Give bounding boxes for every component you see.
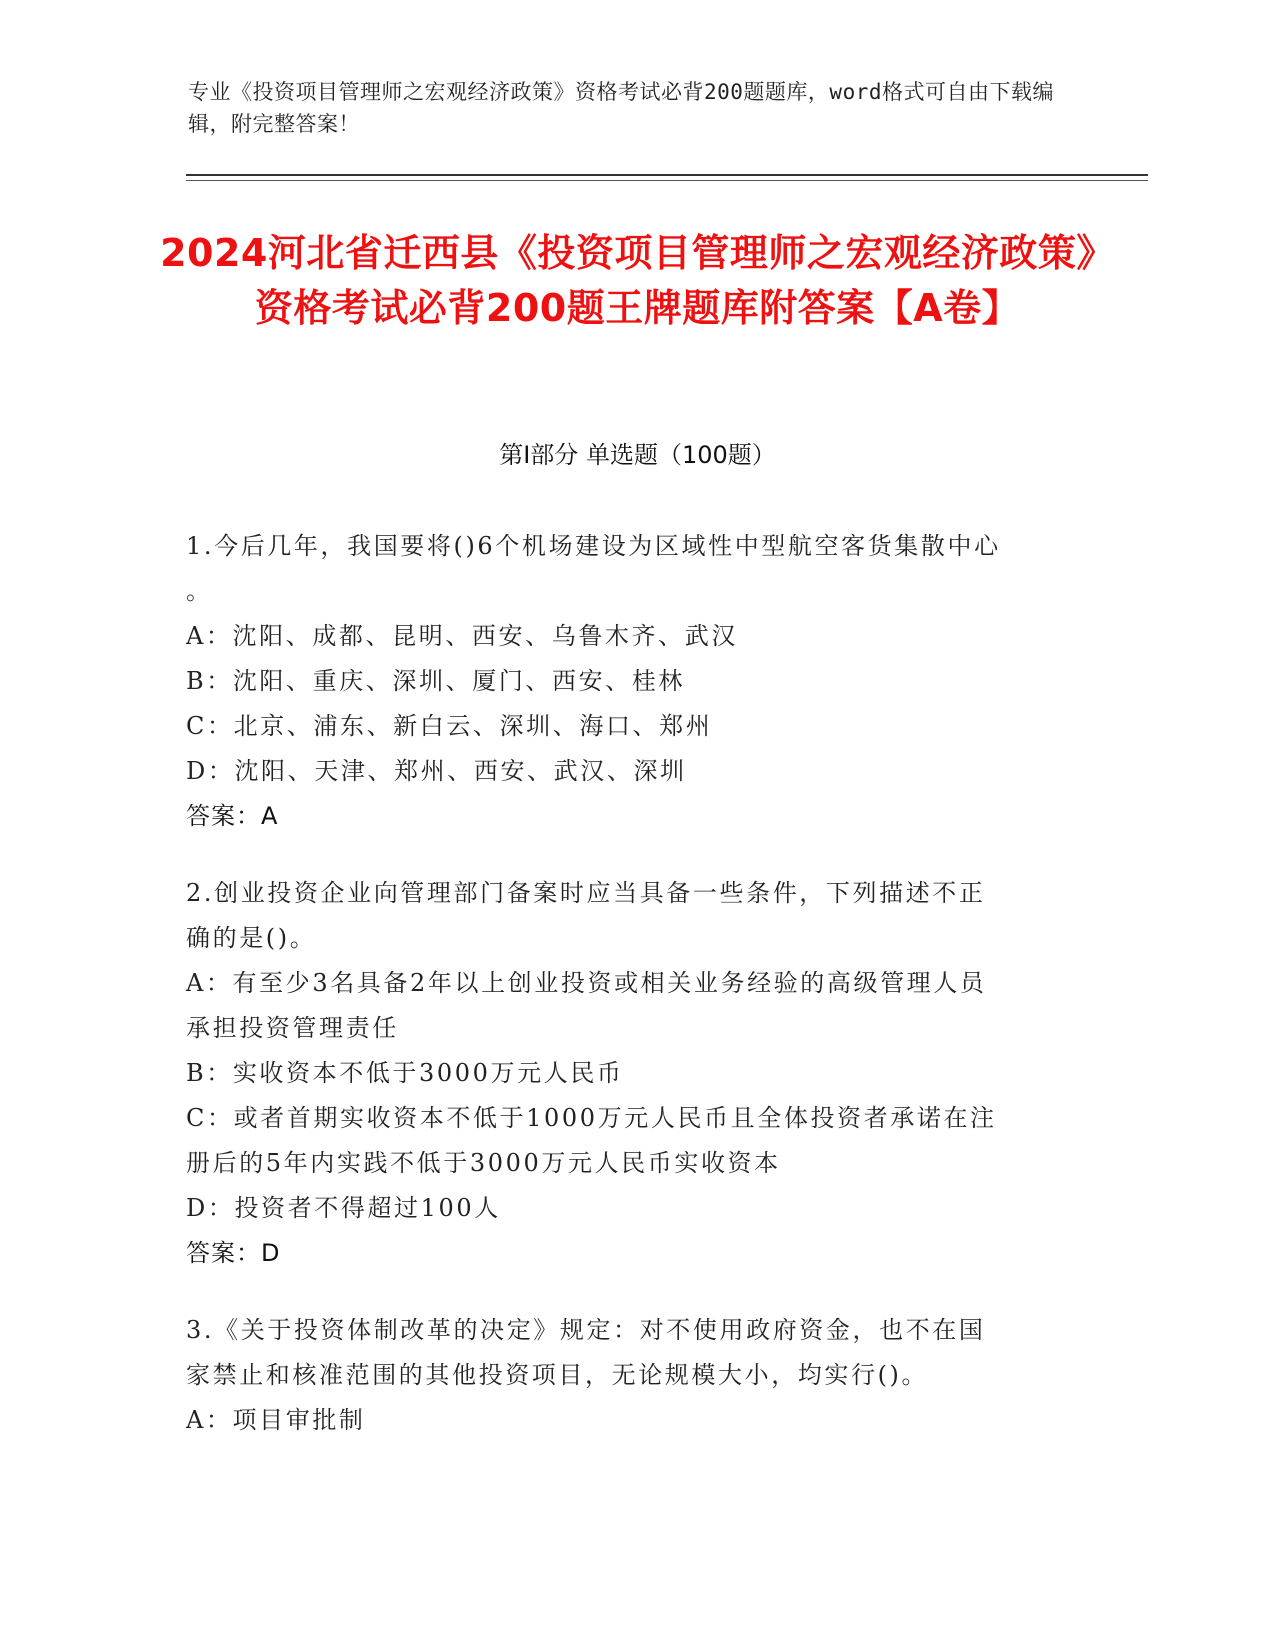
option-a-continued: 承担投资管理责任: [186, 1014, 399, 1042]
option-b: B：实收资本不低于3000万元人民币: [186, 1059, 624, 1087]
option-c: C：北京、浦东、新白云、深圳、海口、郑州: [186, 712, 713, 740]
option-d: D：沈阳、天津、郑州、西安、武汉、深圳: [186, 757, 687, 785]
answer-line: 答案：A: [186, 802, 279, 830]
header-divider-thin: [186, 180, 1148, 181]
header-divider-thick: [186, 174, 1148, 176]
document-title: 2024河北省迁西县《投资项目管理师之宏观经济政策》资格考试必背200题王牌题库附答案【A卷】: [160, 231, 1115, 330]
question-stem-line: 家禁止和核准范围的其他投资项目，无论规模大小，均实行()。: [186, 1361, 929, 1389]
option-d: D：投资者不得超过100人: [186, 1194, 501, 1222]
question-stem-line: 1.今后几年，我国要将()6个机场建设为区域性中型航空客货集散中心: [186, 532, 1001, 560]
section-heading: 第I部分 单选题（100题）: [499, 441, 776, 469]
question-stem-line: 确的是()。: [186, 924, 317, 952]
question-stem-line: 。: [186, 577, 213, 605]
question-3: [186, 1308, 1081, 1443]
option-c-continued: 册后的5年内实践不低于3000万元人民币实收资本: [186, 1149, 781, 1177]
question-2: [186, 871, 1081, 1276]
option-a: A：沈阳、成都、昆明、西安、乌鲁木齐、武汉: [186, 622, 738, 650]
header-note: 专业《投资项目管理师之宏观经济政策》资格考试必背200题题库，word格式可自由下载编辑，附完整答案！: [188, 80, 1054, 136]
option-b: B：沈阳、重庆、深圳、厦门、西安、桂林: [186, 667, 686, 695]
option-a: A：有至少3名具备2年以上创业投资或相关业务经验的高级管理人员: [186, 969, 987, 997]
question-stem-line: 3.《关于投资体制改革的决定》规定：对不使用政府资金，也不在国: [186, 1316, 986, 1344]
question-list: [186, 524, 1081, 1475]
question-stem-line: 2.创业投资企业向管理部门备案时应当具备一些条件，下列描述不正: [186, 879, 986, 907]
option-c: C：或者首期实收资本不低于1000万元人民币且全体投资者承诺在注: [186, 1104, 997, 1132]
question-1: [186, 524, 1081, 839]
answer-line: 答案：D: [186, 1239, 281, 1267]
option-a: A：项目审批制: [186, 1406, 366, 1434]
